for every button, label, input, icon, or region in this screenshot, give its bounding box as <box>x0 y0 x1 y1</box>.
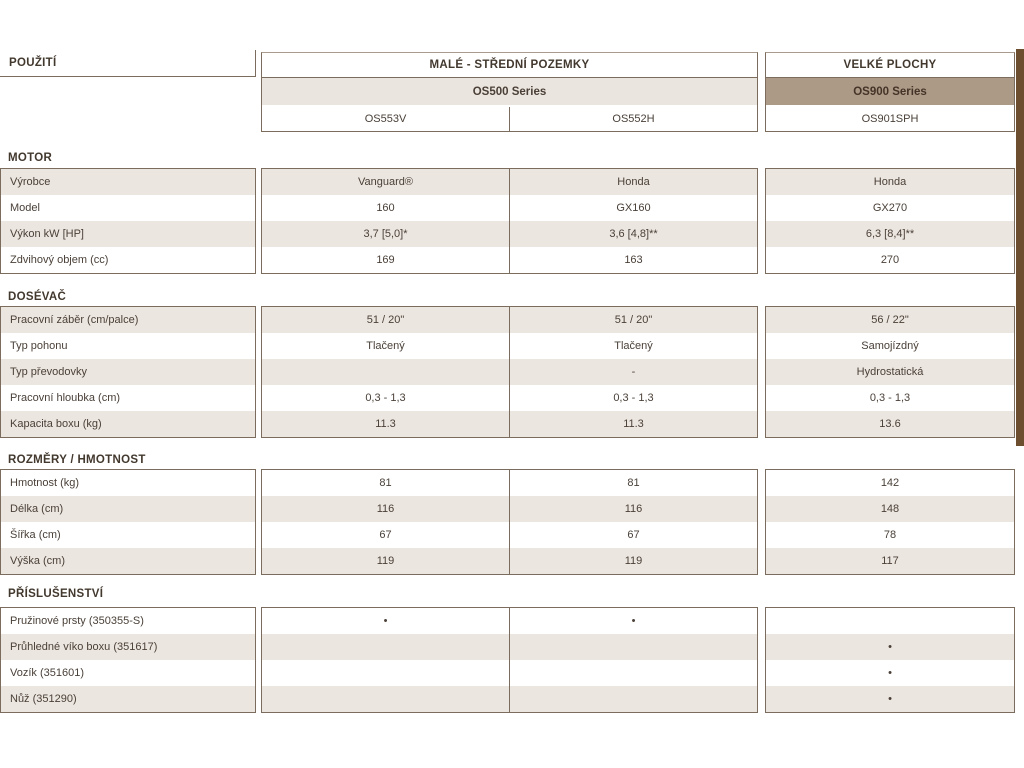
cell-os901sph: 13.6 <box>879 418 901 430</box>
section-2-values-box-os900 <box>765 469 1015 575</box>
cell-os552h: • <box>631 615 636 627</box>
cell-os553v: 3,7 [5,0]* <box>262 221 510 247</box>
cell-os553v: 169 <box>262 247 510 273</box>
spec-row <box>262 411 757 437</box>
cell-os552h: 81 <box>627 477 640 489</box>
section-1-title: DOSÉVAČ <box>8 291 67 303</box>
spec-row <box>262 470 757 496</box>
section-0-title: MOTOR <box>8 152 53 164</box>
spec-row <box>1 221 255 247</box>
spec-row <box>1 686 255 712</box>
section-3-values-box-os900 <box>765 607 1015 713</box>
section-1-labels-box <box>0 306 256 438</box>
column-group-small-medium-plots <box>261 52 758 132</box>
spec-row <box>262 247 757 273</box>
spec-row <box>1 522 255 548</box>
section-0-labels-box <box>0 168 256 274</box>
spec-row <box>262 221 757 247</box>
model-header-os901sph: OS901SPH <box>861 113 919 125</box>
cell-os552h <box>510 634 757 660</box>
row-label: Nůž (351290) <box>10 693 77 705</box>
spec-row <box>1 169 255 195</box>
spec-row <box>766 221 1014 247</box>
section-1-values-box-os500 <box>261 306 758 438</box>
series-band-os500: OS500 Series <box>262 78 757 107</box>
spec-row <box>766 548 1014 574</box>
cell-os552h: - <box>631 366 636 378</box>
section-2-title: ROZMĚRY / HMOTNOST <box>8 454 146 466</box>
spec-row <box>1 496 255 522</box>
cell-os553v <box>262 359 510 385</box>
spec-row <box>1 411 255 437</box>
row-label: Vozík (351601) <box>10 667 84 679</box>
cell-os553v <box>262 634 510 660</box>
cell-os901sph: 0,3 - 1,3 <box>869 392 911 404</box>
cell-os553v: • <box>262 608 510 634</box>
cell-os553v: 67 <box>262 522 510 548</box>
cell-os552h: 3,6 [4,8]** <box>609 228 658 240</box>
spec-row <box>766 247 1014 273</box>
spec-row <box>262 548 757 574</box>
spec-row <box>1 307 255 333</box>
spec-row <box>766 686 1014 712</box>
spec-row <box>262 608 757 634</box>
column-group-large-areas <box>765 52 1015 132</box>
spec-row <box>766 608 1014 634</box>
cell-os901sph: 78 <box>883 529 897 541</box>
cell-os901sph <box>766 608 1014 634</box>
cell-os552h: 11.3 <box>623 418 644 430</box>
series-band-os900: OS900 Series <box>766 78 1014 107</box>
group-title-small-medium-plots: MALÉ - STŘEDNÍ POZEMKY <box>262 53 757 78</box>
spec-row <box>262 333 757 359</box>
spec-row <box>1 333 255 359</box>
cell-os552h: Honda <box>617 176 650 188</box>
cell-os901sph: Samojízdný <box>861 340 919 352</box>
spec-row <box>262 307 757 333</box>
cell-os552h: 51 / 20" <box>614 314 653 326</box>
row-label: Typ pohonu <box>10 340 68 352</box>
model-header-row-os500 <box>262 107 757 131</box>
cell-os901sph: Honda <box>873 176 907 188</box>
spec-row <box>766 411 1014 437</box>
cell-os553v: 81 <box>262 470 510 496</box>
cell-os901sph: • <box>888 667 892 679</box>
cell-os553v: 119 <box>262 548 510 574</box>
spec-row <box>1 195 255 221</box>
section-1-values-box-os900 <box>765 306 1015 438</box>
row-label: Typ převodovky <box>10 366 88 378</box>
spec-row <box>262 359 757 385</box>
cell-os552h: 67 <box>627 529 640 541</box>
cell-os552h: Tlačený <box>614 340 653 352</box>
row-label: Výkon kW [HP] <box>10 228 84 240</box>
spec-row <box>766 634 1014 660</box>
section-2-values-box-os500 <box>261 469 758 575</box>
spec-row <box>1 359 255 385</box>
spec-row <box>766 307 1014 333</box>
row-label: Kapacita boxu (kg) <box>10 418 102 430</box>
row-label: Hmotnost (kg) <box>10 477 80 489</box>
row-label: Délka (cm) <box>10 503 64 515</box>
cell-os901sph: GX270 <box>872 202 908 214</box>
spec-row <box>766 470 1014 496</box>
cell-os901sph: 142 <box>880 477 900 489</box>
spec-row <box>766 660 1014 686</box>
cell-os553v: Tlačený <box>262 333 510 359</box>
cell-os552h: 0,3 - 1,3 <box>613 392 654 404</box>
cell-os553v: 116 <box>262 496 510 522</box>
spec-row <box>1 548 255 574</box>
spec-row <box>262 660 757 686</box>
section-0-values-box-os900 <box>765 168 1015 274</box>
usage-column-header-label: POUŽITÍ <box>9 57 57 69</box>
spec-row <box>766 195 1014 221</box>
row-label: Výška (cm) <box>10 555 65 567</box>
spec-row <box>262 522 757 548</box>
model-header-os553v: OS553V <box>262 107 510 131</box>
cell-os553v <box>262 660 510 686</box>
spec-row <box>766 522 1014 548</box>
cell-os901sph: 56 / 22" <box>871 314 909 326</box>
spec-row <box>766 169 1014 195</box>
group-title-large-areas: VELKÉ PLOCHY <box>766 53 1014 78</box>
cell-os552h: GX160 <box>616 202 651 214</box>
spec-row <box>262 385 757 411</box>
model-header-os552h: OS552H <box>612 113 655 125</box>
cell-os553v: 11.3 <box>262 411 510 437</box>
spec-row <box>262 195 757 221</box>
spec-row <box>766 333 1014 359</box>
section-2-labels-box <box>0 469 256 575</box>
cell-os552h <box>510 686 757 712</box>
row-label: Průhledné víko boxu (351617) <box>10 641 158 653</box>
row-label: Výrobce <box>10 176 51 188</box>
cell-os553v: Vanguard® <box>262 169 510 195</box>
cell-os553v: 51 / 20" <box>262 307 510 333</box>
section-0-values-box-os500 <box>261 168 758 274</box>
cell-os901sph: 117 <box>881 555 899 567</box>
page-edge-stripe <box>1016 49 1024 446</box>
spec-row <box>1 660 255 686</box>
cell-os552h <box>510 660 757 686</box>
cell-os553v: 0,3 - 1,3 <box>262 385 510 411</box>
spec-row <box>1 247 255 273</box>
cell-os901sph: Hydrostatická <box>856 366 924 378</box>
cell-os901sph: 270 <box>880 254 900 266</box>
cell-os552h: 116 <box>624 503 643 515</box>
row-label: Zdvihový objem (cc) <box>10 254 109 266</box>
spec-row <box>766 359 1014 385</box>
spec-row <box>766 385 1014 411</box>
cell-os553v: 160 <box>262 195 510 221</box>
spec-row <box>1 470 255 496</box>
row-label: Šířka (cm) <box>10 529 61 541</box>
section-3-values-box-os500 <box>261 607 758 713</box>
row-label: Model <box>10 202 40 214</box>
cell-os553v <box>262 686 510 712</box>
cell-os901sph: 6,3 [8,4]** <box>865 228 915 240</box>
spec-row <box>262 634 757 660</box>
spec-row <box>262 169 757 195</box>
cell-os901sph: • <box>888 693 892 705</box>
cell-os552h: 119 <box>624 555 643 567</box>
usage-column-header <box>0 50 256 77</box>
spec-row <box>766 496 1014 522</box>
spec-row <box>1 385 255 411</box>
row-label: Pružinové prsty (350355-S) <box>10 615 144 627</box>
spec-row <box>262 496 757 522</box>
spec-row <box>262 686 757 712</box>
model-header-row-os900 <box>766 107 1014 131</box>
spec-row <box>1 608 255 634</box>
cell-os901sph: 148 <box>880 503 900 515</box>
row-label: Pracovní hloubka (cm) <box>10 392 121 404</box>
spec-row <box>1 634 255 660</box>
section-3-labels-box <box>0 607 256 713</box>
cell-os552h: 163 <box>624 254 643 266</box>
section-3-title: PŘÍSLUŠENSTVÍ <box>8 588 104 600</box>
cell-os901sph: • <box>888 641 892 653</box>
row-label: Pracovní záběr (cm/palce) <box>10 314 139 326</box>
